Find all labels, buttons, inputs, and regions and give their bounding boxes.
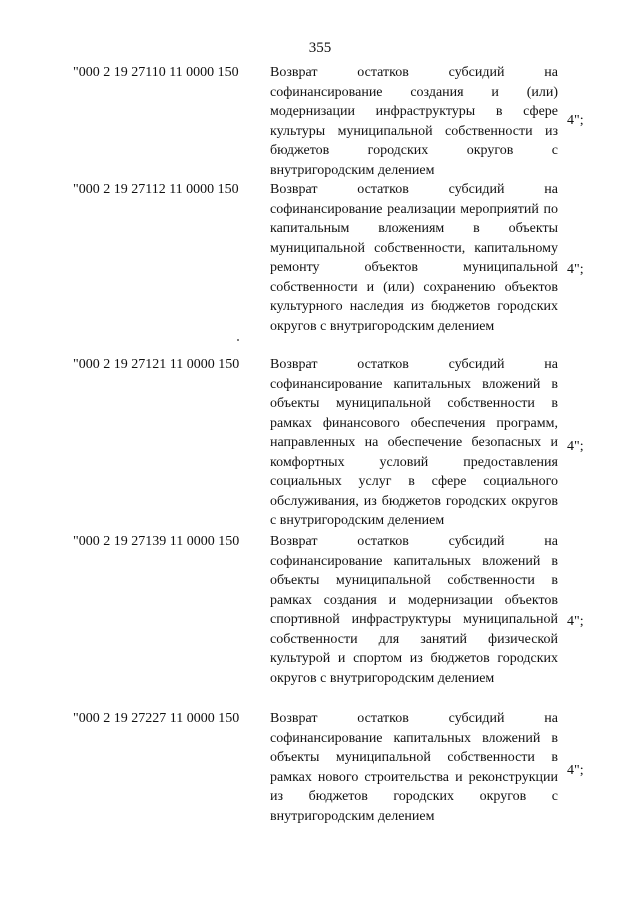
entry-description: Возврат остатков субсидий на софинансирование капитальных вложений в объекты муниципальной собственности в рамках нового строительства и реконструкции из бюджетов городских округов с внутригородским делением bbox=[270, 711, 558, 824]
scan-speck bbox=[237, 339, 239, 341]
budget-classification-code: "000 2 19 27121 11 0000 150 bbox=[73, 357, 240, 372]
entry-suffix: 4"; bbox=[567, 262, 584, 277]
entry-suffix: 4"; bbox=[567, 614, 584, 629]
page-number: 355 bbox=[308, 40, 332, 56]
entry-suffix: 4"; bbox=[567, 113, 584, 128]
budget-classification-code: "000 2 19 27112 11 0000 150 bbox=[73, 182, 239, 197]
entry-suffix: 4"; bbox=[567, 763, 584, 778]
entry-description: Возврат остатков субсидий на софинансирование капитальных вложений в объекты муниципальной собственности в рамках создания и модернизации объектов спортивной инфраструктуры муниципальной собственности для занятий физической культурой и спортом из бюджетов городских округов с внутригородским делением bbox=[270, 534, 558, 686]
budget-classification-code: "000 2 19 27110 11 0000 150 bbox=[73, 65, 239, 80]
budget-classification-code: "000 2 19 27227 11 0000 150 bbox=[73, 711, 240, 726]
budget-classification-code: "000 2 19 27139 11 0000 150 bbox=[73, 534, 240, 549]
entry-suffix: 4"; bbox=[567, 439, 584, 454]
entry-description: Возврат остатков субсидий на софинансирование реализации мероприятий по капитальным вложениям в объекты муниципальной собственности, капитальному ремонту объектов муниципальной собственности и (или) сохранению объектов культурного наследия из бюджетов городских округов с внутригородским делением bbox=[270, 182, 558, 334]
entry-description: Возврат остатков субсидий на софинансирование капитальных вложений в объекты муниципальной собственности в рамках финансового обеспечения программ, направленных на обеспечение безопасных и комфортных условий предоставления социальных услуг в сфере социального обслуживания, из бюджетов городских округов с внутригородским делением bbox=[270, 357, 558, 528]
entry-description: Возврат остатков субсидий на софинансирование создания и (или) модернизации инфраструктуры в сфере культуры муниципальной собственности из бюджетов городских округов с внутригородским делением bbox=[270, 65, 558, 178]
